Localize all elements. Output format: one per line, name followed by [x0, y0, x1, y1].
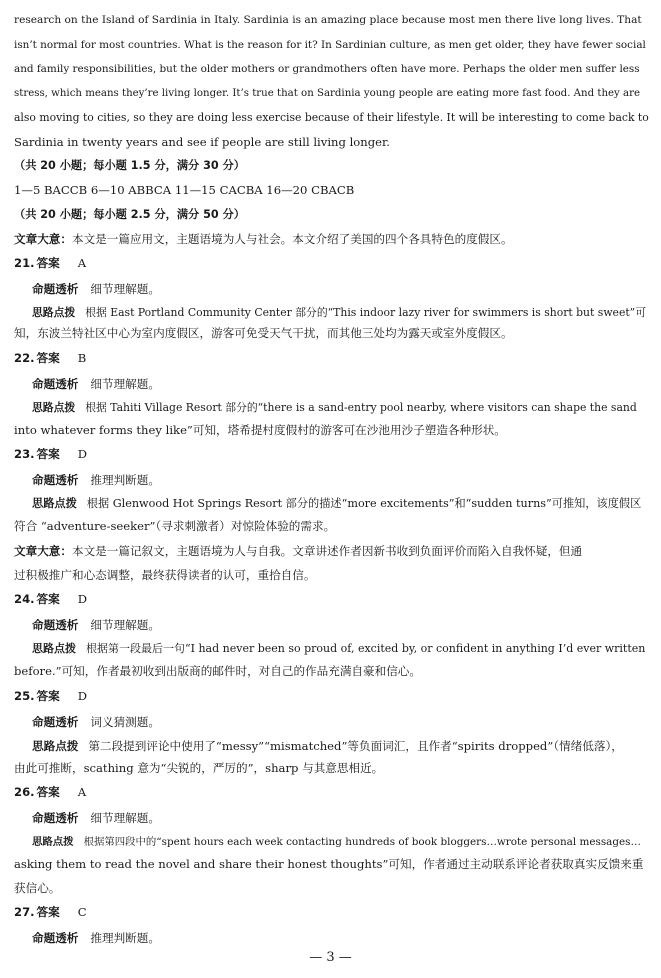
question-26 [14, 782, 86, 802]
question-number: 22. [14, 351, 35, 365]
analysis-text: 推理判断题。 [90, 931, 160, 945]
question-22 [14, 348, 86, 368]
analysis-label: 命题透析 [32, 473, 79, 487]
hint-22 [32, 396, 646, 421]
answer-value: D [77, 447, 88, 461]
analysis-25 [32, 710, 646, 735]
hint-25 [32, 734, 646, 759]
question-number: 21. [14, 256, 35, 270]
hint-label: 思路点拨 [32, 739, 79, 753]
question-number: 24. [14, 592, 35, 606]
hint-21-cont: 知，东波兰特社区中心为室内度假区，游客可免受天气干扰，而其他三处均为露天或室外度假区。 [14, 326, 513, 340]
answer-value: C [77, 905, 87, 919]
hint-label: 思路点拨 [32, 642, 76, 655]
question-number: 26. [14, 785, 35, 799]
hint-text: 第二段提到评论中使用了“messy”“mismatched”等负面词汇，且作者“spirits dropped”（情绪低落）， [88, 739, 623, 753]
summary-2-cont: 过积极推广和心态调整，最终获得读者的认可，重拾自信。 [14, 568, 316, 582]
analysis-text: 词义猜测题。 [90, 715, 160, 729]
section1-header: （共 20 小题；每小题 1.5 分，满分 30 分） [14, 159, 245, 172]
analysis-label: 命题透析 [32, 931, 79, 945]
analysis-label: 命题透析 [32, 282, 79, 296]
question-25 [14, 686, 87, 706]
analysis-text: 推理判断题。 [90, 473, 160, 487]
analysis-text: 细节理解题。 [90, 811, 160, 825]
hint-26-cont: asking them to read the novel and share their honest thoughts”可知，作者通过主动联系评论者获取真实反馈来重 [14, 857, 644, 871]
hint-26-cont: 获信心。 [14, 881, 61, 895]
hint-label: 思路点拨 [32, 497, 77, 510]
passage-line: Sardinia in twenty years and see if people are still living longer. [14, 135, 390, 149]
answer-label: 答案 [36, 689, 60, 703]
analysis-24 [32, 613, 646, 638]
answer-label: 答案 [36, 351, 60, 365]
hint-23-cont: 符合 “adventure-seeker”（寻求刺激者）对惊险体验的需求。 [14, 519, 336, 533]
analysis-22 [32, 372, 646, 397]
summary-label: 文章大意： [14, 544, 72, 558]
page-number: — 3 — [309, 950, 352, 965]
analysis-text: 细节理解题。 [90, 618, 160, 632]
analysis-26 [32, 806, 646, 831]
answer-label: 答案 [36, 256, 60, 270]
hint-label: 思路点拨 [32, 306, 76, 319]
answer-label: 答案 [36, 785, 60, 799]
summary-2 [14, 541, 650, 561]
answer-label: 答案 [36, 905, 60, 919]
analysis-text: 细节理解题。 [90, 282, 160, 296]
analysis-label: 命题透析 [32, 811, 79, 825]
answer-value: A [77, 256, 87, 270]
passage-line: stress, which means they’re living longer. It’s true that on Sardinia young people are eating more fast food. And they are [14, 88, 641, 99]
answer-value: D [77, 592, 88, 606]
hint-24-cont: before.”可知，作者最初收到出版商的邮件时，对自己的作品充满自豪和信心。 [14, 664, 421, 678]
analysis-label: 命题透析 [32, 618, 79, 632]
answer-value: A [77, 785, 87, 799]
hint-label: 思路点拨 [32, 836, 74, 848]
question-number: 23. [14, 447, 35, 461]
hint-24 [32, 637, 646, 662]
analysis-23 [32, 468, 646, 493]
passage-line: isn’t normal for most countries. What is the reason for it? In Sardinian culture, as men get older, they have fewer social [14, 39, 646, 51]
analysis-label: 命题透析 [32, 377, 79, 391]
hint-21 [32, 301, 646, 326]
hint-text: 根据第四段中的“spent hours each week contacting hundreds of book bloggers…wrote personal messages… [83, 836, 641, 848]
analysis-27 [32, 926, 646, 951]
summary-1 [14, 229, 650, 249]
summary-label: 文章大意： [14, 232, 72, 246]
summary-text: 本文是一篇应用文，主题语境为人与社会。本文介绍了美国的四个各具特色的度假区。 [71, 232, 513, 246]
answer-value: D [77, 689, 88, 703]
passage-line: research on the Island of Sardinia in Italy. Sardinia is an amazing place because most men there live long lives. That [14, 14, 642, 26]
question-23 [14, 444, 87, 464]
question-number: 25. [14, 689, 35, 703]
analysis-text: 细节理解题。 [90, 377, 160, 391]
question-27 [14, 902, 87, 922]
question-24 [14, 589, 87, 609]
hint-26 [32, 830, 646, 855]
hint-25-cont: 由此可推断，scathing 意为“尖锐的，严厉的”，sharp 与其意思相近。 [14, 761, 384, 775]
analysis-label: 命题透析 [32, 715, 79, 729]
hint-text: 根据 East Portland Community Center 部分的“This indoor lazy river for swimmers is short but sweet”可 [85, 306, 646, 319]
hint-text: 根据第一段最后一句“I had never been so proud of, excited by, or confident in anything I’d ever written [86, 642, 646, 655]
section2-header: （共 20 小题；每小题 2.5 分，满分 50 分） [14, 208, 245, 221]
section1-answers: 1—5 BACCB 6—10 ABBCA 11—15 CACBA 16—20 CBACB [14, 183, 355, 197]
analysis-21 [32, 277, 646, 302]
hint-text: 根据 Glenwood Hot Springs Resort 部分的描述“more excitements”和“sudden turns”可推知，该度假区 [86, 497, 642, 510]
question-number: 27. [14, 905, 35, 919]
passage-line: and family responsibilities, but the older mothers or grandmothers often have more. Perhaps the older men suffer less [14, 63, 640, 75]
hint-label: 思路点拨 [32, 401, 76, 414]
hint-22-cont: into whatever forms they like”可知，塔希提村度假村的游客可在沙池用沙子塑造各种形状。 [14, 423, 506, 437]
answer-label: 答案 [36, 592, 60, 606]
hint-text: 根据 Tahiti Village Resort 部分的“there is a sand-entry pool nearby, where visitors can shape the sand [85, 401, 637, 414]
answer-value: B [77, 351, 87, 365]
answer-label: 答案 [36, 447, 60, 461]
question-21 [14, 253, 86, 273]
summary-text: 本文是一篇记叙文，主题语境为人与自我。文章讲述作者因新书收到负面评价而陷入自我怀疑，但通 [71, 544, 583, 558]
hint-23 [32, 492, 646, 517]
passage-line: also moving to cities, so they are doing less exercise because of their lifestyle. It will be interesting to come back to [14, 111, 649, 124]
